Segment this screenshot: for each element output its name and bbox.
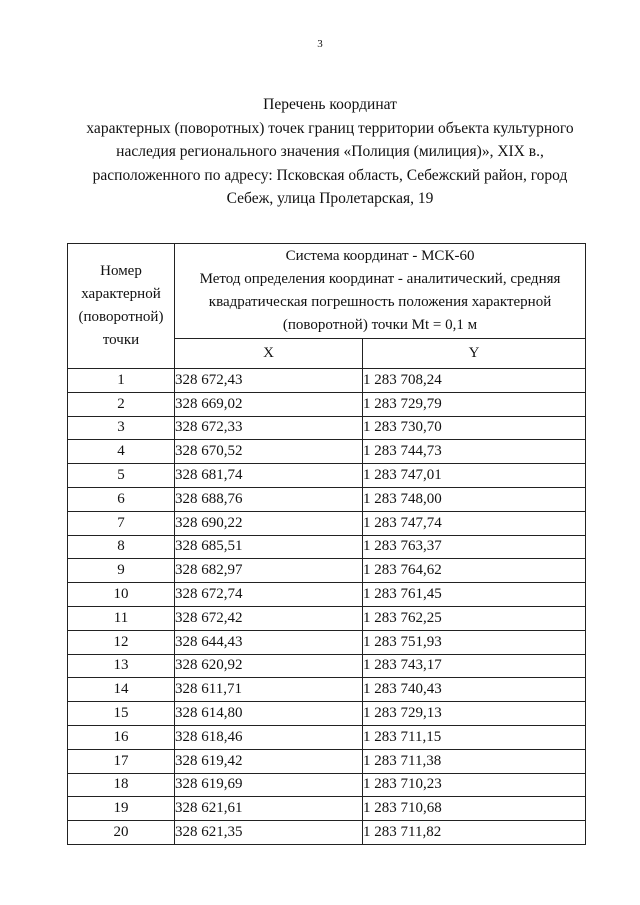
page-number: 3 — [317, 38, 323, 50]
point-number-cell: 19 — [68, 797, 175, 821]
table-row — [68, 654, 586, 678]
table-row — [68, 535, 586, 559]
x-coordinate-cell: 328 644,43 — [175, 630, 363, 654]
system-header-line: Метод определения координат - аналитический, средняя — [199, 271, 561, 287]
point-number-cell: 4 — [68, 440, 175, 464]
point-number-cell: 11 — [68, 606, 175, 630]
x-coordinate-cell: 328 672,74 — [175, 583, 363, 607]
point-header-line: Номер — [100, 263, 142, 279]
y-coordinate-cell: 1 283 710,23 — [363, 773, 586, 797]
heading-line-1: Перечень координат — [263, 96, 397, 113]
point-number-cell: 16 — [68, 725, 175, 749]
x-coordinate-cell: 328 619,42 — [175, 749, 363, 773]
system-header-line: квадратическая погрешность положения характерной — [208, 294, 552, 310]
system-header-line: Система координат - МСК-60 — [285, 248, 475, 264]
heading-line-3: наследия регионального значения «Полиция (милиция)», XIX в., — [116, 143, 544, 160]
y-coordinate-cell: 1 283 761,45 — [363, 583, 586, 607]
coordinates-table — [67, 243, 586, 845]
x-coordinate-cell: 328 672,43 — [175, 369, 363, 393]
x-coordinate-cell: 328 681,74 — [175, 464, 363, 488]
x-column-header: X — [175, 339, 363, 369]
heading-line-4: расположенного по адресу: Псковская область, Себежский район, город — [92, 166, 568, 184]
y-coordinate-cell: 1 283 751,93 — [363, 630, 586, 654]
x-coordinate-cell: 328 669,02 — [175, 392, 363, 416]
x-coordinate-cell: 328 690,22 — [175, 511, 363, 535]
point-number-cell: 12 — [68, 630, 175, 654]
y-coordinate-cell: 1 283 711,82 — [363, 821, 586, 845]
point-number-cell: 5 — [68, 464, 175, 488]
point-number-cell: 15 — [68, 702, 175, 726]
point-number-cell: 10 — [68, 583, 175, 607]
y-coordinate-cell: 1 283 740,43 — [363, 678, 586, 702]
x-coordinate-cell: 328 672,33 — [175, 416, 363, 440]
y-coordinate-cell: 1 283 747,74 — [363, 511, 586, 535]
y-coordinate-cell: 1 283 711,15 — [363, 725, 586, 749]
y-coordinate-cell: 1 283 729,79 — [363, 392, 586, 416]
point-number-cell: 20 — [68, 821, 175, 845]
point-number-cell: 2 — [68, 392, 175, 416]
table-row — [68, 678, 586, 702]
table-row — [68, 630, 586, 654]
x-coordinate-cell: 328 621,61 — [175, 797, 363, 821]
table-row — [68, 773, 586, 797]
x-coordinate-cell: 328 618,46 — [175, 725, 363, 749]
table-row — [68, 702, 586, 726]
x-coordinate-cell: 328 672,42 — [175, 606, 363, 630]
point-number-cell: 13 — [68, 654, 175, 678]
point-number-cell: 14 — [68, 678, 175, 702]
table-row — [68, 392, 586, 416]
table-row — [68, 511, 586, 535]
point-header-line: точки — [102, 332, 140, 348]
point-number-cell: 8 — [68, 535, 175, 559]
table-row — [68, 464, 586, 488]
table-row — [68, 369, 586, 393]
table-row — [68, 749, 586, 773]
point-number-cell: 18 — [68, 773, 175, 797]
y-coordinate-cell: 1 283 763,37 — [363, 535, 586, 559]
table-row — [68, 606, 586, 630]
y-column-header: Y — [363, 339, 586, 369]
table-row — [68, 583, 586, 607]
x-coordinate-cell: 328 611,71 — [175, 678, 363, 702]
point-number-cell: 1 — [68, 369, 175, 393]
y-coordinate-cell: 1 283 730,70 — [363, 416, 586, 440]
y-coordinate-cell: 1 283 762,25 — [363, 606, 586, 630]
table-row — [68, 487, 586, 511]
heading-line-5: Себеж, улица Пролетарская, 19 — [226, 190, 434, 207]
y-coordinate-cell: 1 283 743,17 — [363, 654, 586, 678]
point-number-header — [68, 244, 175, 369]
x-coordinate-cell: 328 619,69 — [175, 773, 363, 797]
coordinate-system-header — [175, 244, 586, 339]
table-row — [68, 416, 586, 440]
point-number-cell: 3 — [68, 416, 175, 440]
system-header-line: (поворотной) точки Mt = 0,1 м — [282, 317, 478, 333]
point-header-line: (поворотной) — [78, 309, 164, 325]
point-number-cell: 17 — [68, 749, 175, 773]
y-coordinate-cell: 1 283 764,62 — [363, 559, 586, 583]
y-coordinate-cell: 1 283 747,01 — [363, 464, 586, 488]
point-number-cell: 6 — [68, 487, 175, 511]
heading-line-2: характерных (поворотных) точек границ территории объекта культурного — [86, 119, 574, 137]
point-header-line: характерной — [81, 286, 161, 302]
y-coordinate-cell: 1 283 744,73 — [363, 440, 586, 464]
document-heading — [60, 93, 600, 211]
y-coordinate-cell: 1 283 708,24 — [363, 369, 586, 393]
table-row — [68, 821, 586, 845]
x-coordinate-cell: 328 685,51 — [175, 535, 363, 559]
table-row — [68, 440, 586, 464]
x-coordinate-cell: 328 688,76 — [175, 487, 363, 511]
y-coordinate-cell: 1 283 729,13 — [363, 702, 586, 726]
point-number-cell: 7 — [68, 511, 175, 535]
x-coordinate-cell: 328 620,92 — [175, 654, 363, 678]
table-row — [68, 559, 586, 583]
x-coordinate-cell: 328 682,97 — [175, 559, 363, 583]
x-coordinate-cell: 328 670,52 — [175, 440, 363, 464]
y-coordinate-cell: 1 283 748,00 — [363, 487, 586, 511]
y-coordinate-cell: 1 283 711,38 — [363, 749, 586, 773]
table-row — [68, 725, 586, 749]
x-coordinate-cell: 328 621,35 — [175, 821, 363, 845]
y-coordinate-cell: 1 283 710,68 — [363, 797, 586, 821]
x-coordinate-cell: 328 614,80 — [175, 702, 363, 726]
table-row — [68, 797, 586, 821]
point-number-cell: 9 — [68, 559, 175, 583]
